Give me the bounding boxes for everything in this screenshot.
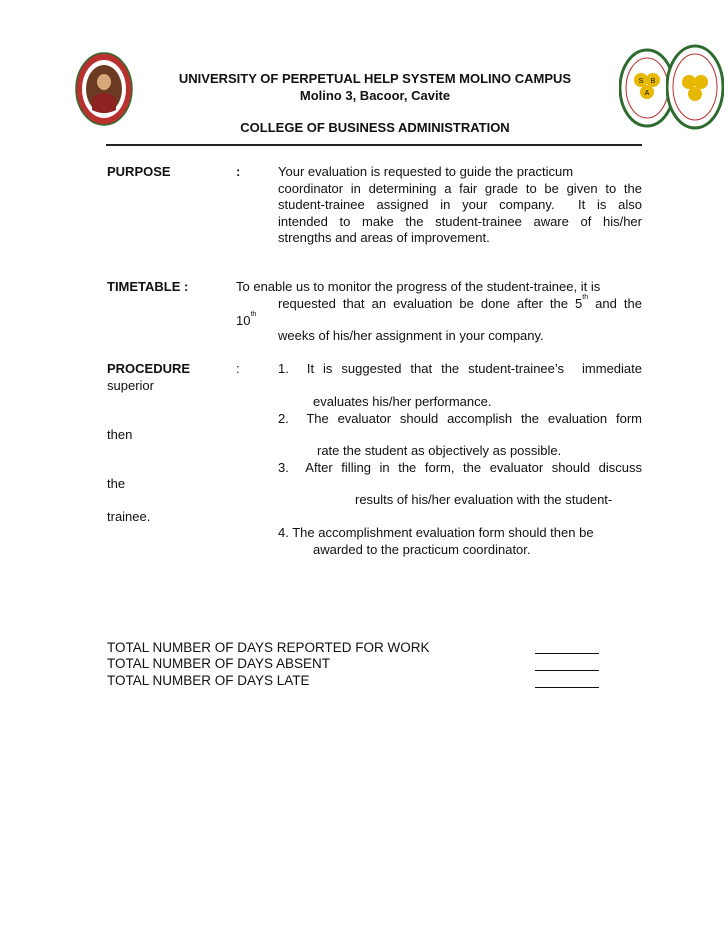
business-admin-seal-back (666, 44, 724, 130)
college-name: COLLEGE OF BUSINESS ADMINISTRATION (240, 120, 510, 135)
header-divider (106, 144, 642, 146)
procedure-label: PROCEDURE (107, 361, 191, 376)
purpose-line-1: Your evaluation is requested to guide the practicum (278, 164, 574, 179)
campus-address: Molino 3, Bacoor, Cavite (299, 88, 451, 103)
timetable-line-2-text: requested that an evaluation be done after the 5 (278, 296, 583, 311)
purpose-line-4: intended to make the student-trainee aware of his/her (278, 214, 642, 229)
timetable-label: TIMETABLE : (107, 279, 189, 294)
procedure-step-4-line-1: 4. The accomplishment evaluation form should then be (278, 525, 594, 540)
timetable-sup-10th: th (250, 311, 257, 318)
procedure-step-1-line-2: superior (107, 378, 154, 393)
purpose-line-2: coordinator in determining a fair grade to be given to the (278, 181, 642, 196)
timetable-line-2 (278, 296, 642, 313)
procedure-step-2-line-1: 2. The evaluator should accomplish the evaluation form (278, 411, 642, 426)
university-name: UNIVERSITY OF PERPETUAL HELP SYSTEM MOLINO CAMPUS (178, 71, 572, 86)
badge-letter-b: B (650, 78, 656, 85)
timetable-line-1: To enable us to monitor the progress of the student-trainee, it is (236, 279, 601, 294)
procedure-step-2-line-2: then (107, 427, 133, 442)
procedure-step-3-line-3: results of his/her evaluation with the student- (355, 492, 613, 507)
timetable-sup-5th: th (582, 294, 589, 301)
university-seal (75, 52, 133, 126)
procedure-step-3-line-4: trainee. (107, 509, 151, 524)
timetable-line-2-end: and the (588, 296, 642, 311)
procedure-colon: : (236, 361, 240, 376)
purpose-label: PURPOSE (107, 164, 171, 179)
badge-letter-a: A (644, 90, 650, 97)
total-days-absent-blank[interactable] (535, 658, 599, 671)
procedure-step-2-line-3: rate the student as objectively as possible. (317, 443, 562, 458)
timetable-10: 10 (236, 313, 251, 328)
procedure-step-4-line-2: awarded to the practicum coordinator. (313, 542, 531, 557)
purpose-line-3: student-trainee assigned in your company. It is also (278, 197, 642, 212)
total-days-absent-label: TOTAL NUMBER OF DAYS ABSENT (107, 656, 331, 671)
purpose-colon: : (236, 164, 241, 179)
total-days-reported-label: TOTAL NUMBER OF DAYS REPORTED FOR WORK (107, 640, 430, 655)
procedure-step-1-line-1: 1. It is suggested that the student-trainee’s immediate (278, 361, 642, 376)
timetable-line-4: weeks of his/her assignment in your company. (278, 328, 544, 343)
procedure-step-1-line-3: evaluates his/her performance. (313, 394, 492, 409)
total-days-reported-blank[interactable] (535, 641, 599, 654)
purpose-line-5: strengths and areas of improvement. (278, 230, 490, 245)
procedure-step-3-line-1: 3. After filling in the form, the evaluator should discuss (278, 460, 642, 475)
timetable-line-3 (236, 313, 256, 330)
procedure-step-3-line-2: the (107, 476, 126, 491)
badge-letter-s: S (638, 78, 644, 85)
total-days-late-label: TOTAL NUMBER OF DAYS LATE (107, 673, 310, 688)
total-days-late-blank[interactable] (535, 675, 599, 688)
